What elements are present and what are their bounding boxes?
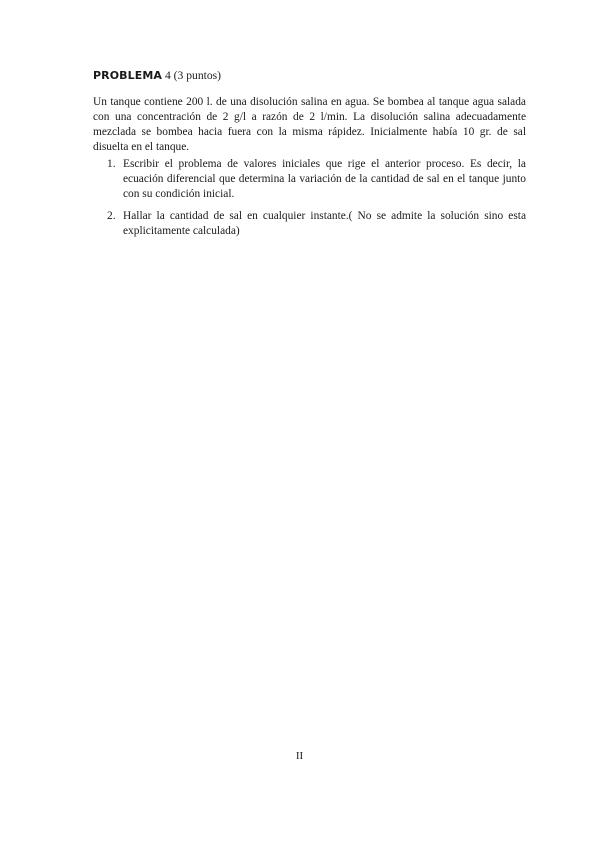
task-text: Hallar la cantidad de sal en cualquier instante.( No se admite la solución sino esta explicitamente calculada) bbox=[123, 209, 526, 237]
task-list bbox=[93, 157, 526, 246]
task-text: Escribir el problema de valores iniciales que rige el anterior proceso. Es decir, la ecuación diferencial que determina la variación de la cantidad de sal en el tanque junto con su condición inicial. bbox=[123, 158, 526, 200]
problem-label: PROBLEMA bbox=[93, 69, 163, 82]
task-number: 1. bbox=[107, 158, 116, 170]
problem-points: 4 (3 puntos) bbox=[164, 69, 222, 82]
page-number: II bbox=[295, 750, 304, 762]
problem-statement: Un tanque contiene 200 l. de una disolución salina en agua. Se bombea al tanque agua salada con una concentración de 2 g/l a razón de 2 l/min. La disolución salina adecuadamente mezclada se bombea hacia fuera con la misma rápidez. Inicialmente había 10 gr. de sal disuelta en el tanque. bbox=[93, 96, 526, 153]
task-number: 2. bbox=[107, 209, 116, 222]
problem-heading bbox=[93, 69, 533, 84]
task-item-2 bbox=[93, 209, 526, 239]
task-item-1 bbox=[93, 157, 526, 202]
